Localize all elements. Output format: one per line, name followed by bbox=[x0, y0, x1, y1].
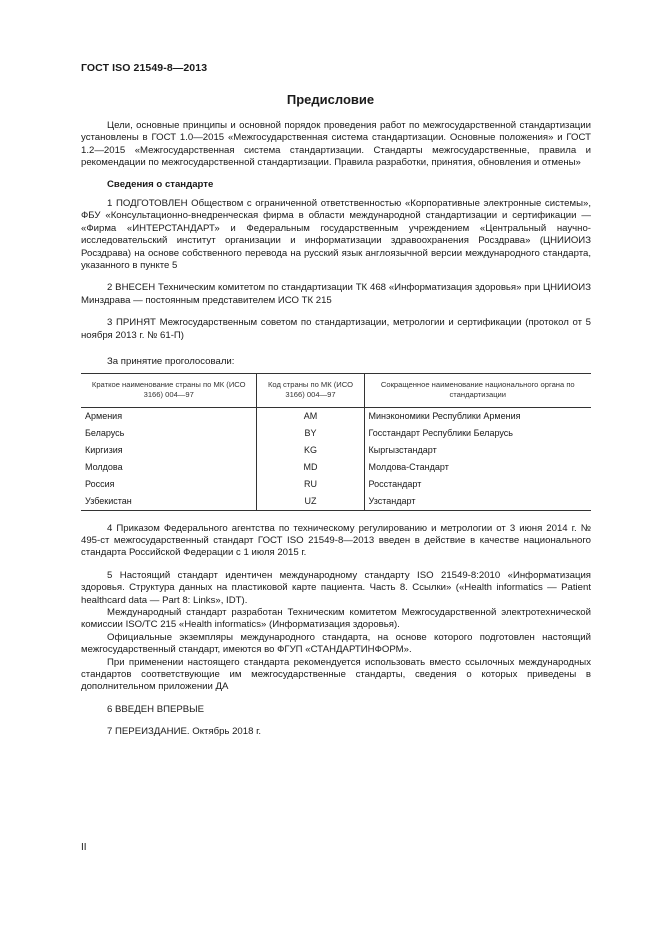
standards-body-cell: Минэкономики Республики Армения bbox=[364, 407, 591, 425]
country-cell: Армения bbox=[85, 410, 123, 421]
country-cell: Узбекистан bbox=[81, 493, 257, 511]
country-code-cell: BY bbox=[257, 425, 364, 442]
preface-body bbox=[81, 120, 591, 739]
item-5-copies-paragraph: Официальные экземпляры международного стандарта, на основе которого подготовлен настоящий межгосударственный стандарт, имеются во ФГУП «СТАНДАРТИНФОРМ». bbox=[81, 631, 591, 656]
standards-body-cell: Молдова-Стандарт bbox=[364, 459, 591, 476]
item-2-paragraph: 2 ВНЕСЕН Техническим комитетом по стандартизации ТК 468 «Информатизация здоровья» при ЦНИИОИЗ Минздрава — постоянным представителем ИСО ТК 215 bbox=[81, 282, 591, 306]
country-cell: Молдова bbox=[85, 461, 123, 472]
document-code-header: ГОСТ ISO 21549-8—2013 bbox=[81, 62, 208, 74]
member-countries-table bbox=[81, 373, 591, 511]
item-5-usage-paragraph: При применении настоящего стандарта рекомендуется использовать вместо ссылочных международных стандартов соответствующие им межгосударственные стандарты, сведения о которых приведены в дополнительном приложении ДА bbox=[81, 656, 591, 693]
country-cell: Киргизия bbox=[85, 444, 123, 455]
intro-paragraph: Цели, основные принципы и основной порядок проведения работ по межгосударственной стандартизации установлены в ГОСТ 1.0—2015 «Межгосударственная система стандартизации. Основные положения» и ГОСТ 1.2—2015 «Межгосударственная система стандартизации. Стандарты межгосударственные, правила и рекомендации по межгосударственной стандартизации. Правила разработки, принятия, обновления и отмены» bbox=[81, 120, 591, 169]
country-code-cell: UZ bbox=[257, 493, 364, 511]
item-4-paragraph: 4 Приказом Федерального агентства по техническому регулированию и метрологии от 3 июня 2014 г. № 495-ст межгосударственный стандарт ГОСТ ISO 21549-8—2013 введен в действие в качестве национального стандарта Российской Федерации с 1 июля 2015 г. bbox=[81, 522, 591, 559]
table-row bbox=[81, 425, 591, 442]
standards-body-cell: Кыргызстандарт bbox=[364, 442, 591, 459]
table-row bbox=[81, 407, 591, 425]
country-cell: Беларусь bbox=[85, 427, 125, 438]
page-title: Предисловие bbox=[286, 92, 375, 107]
standards-body-cell: Росстандарт bbox=[364, 476, 591, 493]
table-row bbox=[81, 493, 591, 511]
item-3-paragraph: 3 ПРИНЯТ Межгосударственным советом по стандартизации, метрологии и сертификации (протокол от 5 ноября 2013 г. № 61-П) bbox=[81, 317, 591, 341]
item-1-paragraph: 1 ПОДГОТОВЛЕН Обществом с ограниченной ответственностью «Корпоративные электронные системы», ФБУ «Консультационно-внедренческая фирма в области международной стандартизации и сертификации — «Фирма «ИНТЕРСТАНДАРТ» и Федеральным государственным учреждением «Центральный научно-исследовательский институт организации и информатизации здравоохранения Росздрава» (ЦНИИОИЗ Росздрава) на основе собственного перевода на русский язык англоязычной версии международного стандарта, указанного в пункте 5 bbox=[81, 198, 591, 272]
item-7-paragraph: 7 ПЕРЕИЗДАНИЕ. Октябрь 2018 г. bbox=[107, 726, 262, 738]
column-header-code: Код страны по МК (ИСО 3166) 004—97 bbox=[257, 373, 364, 407]
section-heading: Сведения о стандарте bbox=[107, 178, 214, 190]
item-5-developer-paragraph: Международный стандарт разработан Техническим комитетом Межгосударственной электротехнической комиссии ISO/TC 215 «Health informatics» (Информатизация здоровья). bbox=[81, 606, 591, 631]
item-6-paragraph: 6 ВВЕДЕН ВПЕРВЫЕ bbox=[107, 703, 205, 715]
page-number: II bbox=[81, 842, 87, 853]
voted-label: За принятие проголосовали: bbox=[107, 356, 235, 368]
table-row bbox=[81, 442, 591, 459]
standards-body-cell: Узстандарт bbox=[364, 493, 591, 511]
table-row bbox=[81, 476, 591, 493]
column-header-body: Сокращенное наименование национального органа по стандартизации bbox=[364, 373, 591, 407]
country-code-cell: AM bbox=[257, 407, 364, 425]
country-code-cell: KG bbox=[257, 442, 364, 459]
item-5-paragraph: 5 Настоящий стандарт идентичен международному стандарту ISO 21549-8:2010 «Информатизация здоровья. Структура данных на пластиковой карте пациента. Часть 8. Ссылки» («Health informatics — Patient healthcard data — Part 8: Links», IDT). bbox=[81, 569, 591, 606]
table-row bbox=[81, 459, 591, 476]
country-cell: Россия bbox=[85, 478, 115, 489]
country-code-cell: MD bbox=[257, 459, 364, 476]
standards-body-cell: Госстандарт Республики Беларусь bbox=[364, 425, 591, 442]
column-header-country: Краткое наименование страны по МК (ИСО 3166) 004—97 bbox=[81, 373, 257, 407]
table-header-row bbox=[81, 373, 591, 407]
country-code-cell: RU bbox=[257, 476, 364, 493]
